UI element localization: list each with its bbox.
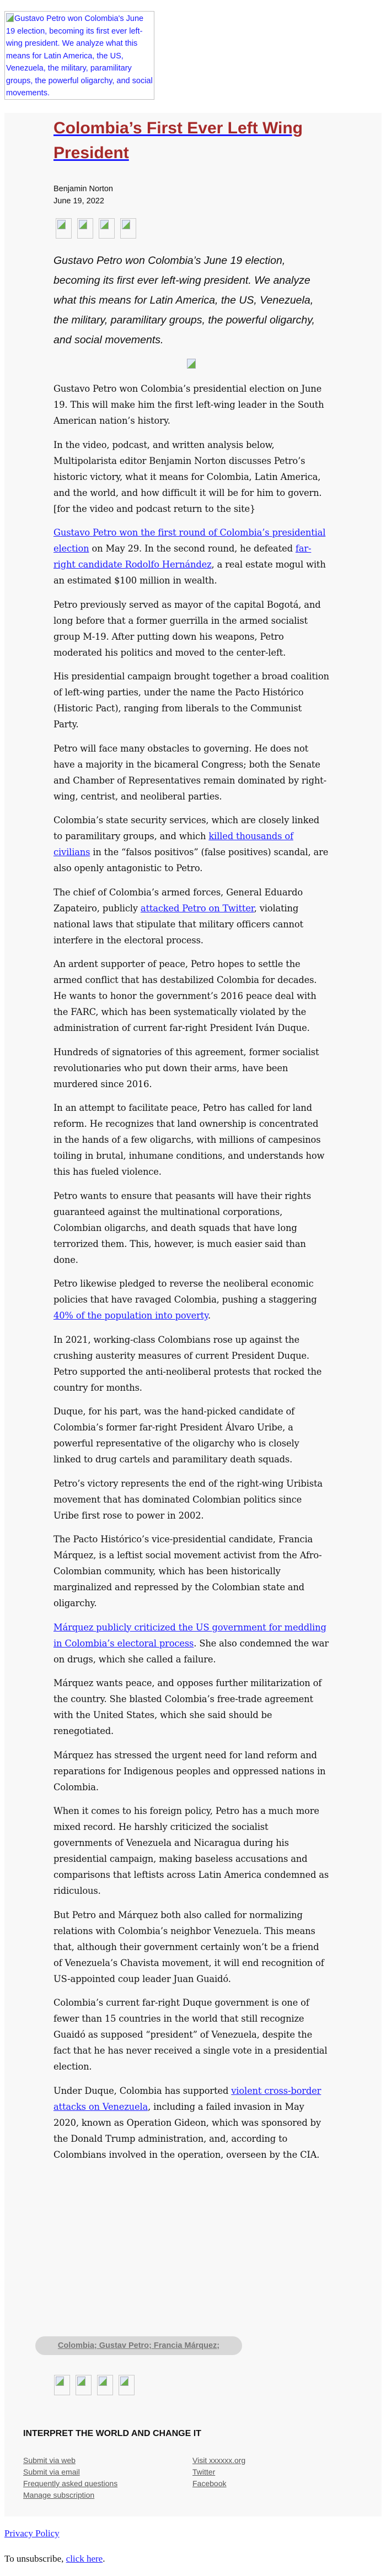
paragraph-text: The Pacto Histórico’s vice-presidential candidate, Francia Márquez, is a leftist social movement activist from the Afro-Colombian community, which has been historically marginalized and repressed by the Colombian state and oligarchy. [53,1534,322,1608]
article-paragraph [53,1675,329,1739]
inline-link[interactable]: violent cross-border attacks on Venezuela [53,2085,321,2112]
author: Benjamin Norton [53,185,113,193]
paragraph-text: Petro wants to ensure that peasants will have their rights guaranteed against the multinational corporations, Colombian oligarchs, and death squads that have long terrorized them. This, however, is much easier said than done. [53,1190,312,1265]
footer-links-right [192,2455,245,2489]
faq-link[interactable]: Frequently asked questions [23,2479,118,2488]
article-paragraph [53,741,329,804]
inline-link[interactable]: attacked Petro on Twitter [140,903,254,914]
paragraph-text: , including a failed invasion in May 2020, known as Operation Gideon, which was sponsored by the Donald Trump administration, and, according to Colombians involved in the operation, overseen by the CIA. [53,2101,321,2160]
paragraph-text: Petro will face many obstacles to governing. He does not have a majority in the bicameral Congress; both the Senate and Chamber of Representatives remain dominated by right-wing, centrist, and neoliberal parties. [53,743,326,802]
article-paragraph [53,884,329,948]
paragraph-text: Colombia’s current far-right Duque government is one of fewer than 15 countries in the world that still recognize Guaidó as supposed “president” of Venezuela, despite the fact that he has never received a single vote in a presidential election. [53,1997,328,2072]
submit-via-email-link[interactable]: Submit via email [23,2467,80,2476]
paragraph-text: Márquez has stressed the urgent need for land reform and reparations for Indigenous peoples and oppressed nations in Colombia. [53,1749,326,1792]
inline-link[interactable]: far-right candidate Rodolfo Hernández [53,543,312,570]
article-paragraph [53,597,329,661]
hero-image-broken[interactable] [4,11,154,100]
share-icon[interactable] [99,218,115,239]
broken-image-icon [187,359,196,369]
share-icons-bottom [52,2375,135,2395]
broken-image-icon [6,13,14,22]
article-paragraph [53,2083,329,2163]
article-image [53,359,329,381]
article-paragraph [53,1747,329,1795]
article-paragraph [53,956,329,1036]
paragraph-text: The chief of Colombia’s armed forces, General Eduardo Zapateiro, publicly [53,887,303,914]
paragraph-text: Petro likewise pledged to reverse the neoliberal economic policies that have ravaged Colombia, pushing a staggering [53,1278,317,1305]
article-paragraph [53,525,329,588]
paragraph-text: Petro’s victory represents the end of the right-wing Uribista movement that has dominated Colombian politics since Uribe first rose to power in 2002. [53,1478,323,1521]
paragraph-text: in the “falsos positivos” (false positives) scandal, are also openly antagonistic to Petro. [53,847,329,873]
paragraph-text: . [208,1310,211,1321]
byline [53,183,329,207]
inline-link[interactable]: 40% of the population into poverty [53,1310,208,1321]
facebook-link[interactable]: Facebook [192,2479,227,2488]
share-icons [53,218,329,239]
paragraph-text: . She also condemned the war on drugs, which she called a failure. [53,1638,329,1665]
article-paragraph [53,1995,329,2075]
article-paragraph [53,1332,329,1396]
article-paragraph [53,1907,329,1987]
article-paragraph [53,437,329,517]
share-icon[interactable] [76,2375,92,2395]
paragraph-text: Colombia’s state security services, which are closely linked to paramilitary groups, and which [53,815,320,841]
article-paragraph [53,668,329,732]
article-paragraph [53,1531,329,1611]
share-icon[interactable] [119,2375,135,2395]
share-icon[interactable] [77,218,93,239]
paragraph-text: In the video, podcast, and written analysis below, Multipolarista editor Benjamin Norton discusses Petro’s historic victory, what it means for Colombia, Latin America, and the world, and how difficult it will be for him to govern. [for the video and podcast return to the site} [53,439,322,514]
article-paragraph [53,1476,329,1524]
paragraph-text: on May 29. In the second round, he defeated [89,543,296,554]
article-paragraph [53,1044,329,1092]
article-paragraph [53,812,329,876]
share-icon[interactable] [54,2375,70,2395]
inline-link[interactable]: Gustavo Petro won the first round of Colombia’s presidential election [53,527,326,554]
submit-via-web-link[interactable]: Submit via web [23,2456,76,2465]
paragraph-text: , violating national laws that stipulate that military officers cannot interfere in the electoral process. [53,903,303,946]
article-paragraph [53,381,329,429]
paragraph-text: But Petro and Márquez both also called for normalizing relations with Colombia’s neighbor Venezuela. This means that, although their government certainly won’t be a friend of Venezuela’s Chavista movement, it will end recognition of US-appointed coup leader Juan Guaidó. [53,1909,324,1984]
paragraph-text: In an attempt to facilitate peace, Petro has called for land reform. He recognizes that land ownership is concentrated in the hands of a few oligarchs, with millions of campesinos toiling in brutal, inhumane conditions, and understands how this has fueled violence. [53,1103,325,1177]
paragraph-text: Petro previously served as mayor of the capital Bogotá, and long before that a former guerrilla in the armed socialist group M-19. After putting down his weapons, Petro moderated his politics and moved to the center-left. [53,599,321,658]
paragraph-text: Hundreds of signatories of this agreement, former socialist revolutionaries who put down their arms, have been murdered since 2016. [53,1046,319,1089]
share-icon[interactable] [120,218,136,239]
article-paragraph [53,1276,329,1324]
privacy-policy-link[interactable]: Privacy Policy [4,2528,60,2539]
article-title-link[interactable]: Colombia’s First Ever Left Wing President [53,119,303,162]
share-icon[interactable] [56,218,72,239]
inline-link[interactable]: Márquez publicly criticized the US government for meddling in Colombia’s electoral process [53,1622,326,1649]
article-summary: Gustavo Petro won Colombia’s June 19 election, becoming its first ever left-wing president. We analyze what this means for Latin America, the US, Venezuela, the military, paramilitary groups, the powerful oligarchy, and social movements. [53,255,315,346]
paragraph-text: When it comes to his foreign policy, Petro has a much more mixed record. He harshly criticized the socialist governments of Venezuela and Nicaragua during his presidential campaign, making baseless accusations and comparisons that leftists across Latin America condemned as ridiculous. [53,1806,329,1896]
manage-subscription-link[interactable]: Manage subscription [23,2491,95,2499]
footer-links-left [23,2455,117,2501]
article-paragraph [53,1403,329,1467]
paragraph-text: His presidential campaign brought together a broad coalition of left-wing parties, under the name the Pacto Histórico (Historic Pact), ranging from liberals to the Communist Party. [53,671,329,730]
article [53,116,329,2170]
paragraph-text: In 2021, working-class Colombians rose up against the crushing austerity measures of current President Duque. Petro supported the anti-neoliberal protests that rocked the country for months. [53,1334,322,1393]
hero-image-alt-text: Gustavo Petro won Colombia's June 19 election, becoming its first ever left-wing president. We analyze what this means for Latin America, the US, Venezuela, the military, paramilitary groups, the powerful oligarchy, and social movements. [6,14,153,98]
tags-link[interactable]: Colombia; Gustav Petro; Francia Márquez; [57,2341,220,2350]
visit-site-link[interactable]: Visit xxxxxx.org [192,2456,246,2465]
paragraph-text: Márquez wants peace, and opposes further militarization of the country. She blasted Colombia’s free-trade agreement with the United States, which she said should be renegotiated. [53,1678,322,1736]
footer-heading: INTERPRET THE WORLD AND CHANGE IT [23,2429,201,2438]
article-paragraph [53,1619,329,1667]
tags-pill [35,2336,242,2355]
article-body [53,381,329,2163]
unsubscribe-text: To unsubscribe, [4,2553,66,2564]
unsubscribe-suffix: . [103,2553,105,2564]
article-paragraph [53,1100,329,1180]
twitter-link[interactable]: Twitter [192,2467,216,2476]
paragraph-text: Under Duque, Colombia has supported [53,2085,232,2096]
paragraph-text: Duque, for his part, was the hand-picked candidate of Colombia’s former far-right President Álvaro Uribe, a powerful representative of the oligarchy who is closely linked to drug cartels and paramilitary death squads. [53,1406,299,1465]
inline-link[interactable]: killed thousands of civilians [53,831,293,857]
unsubscribe-line [4,2553,105,2564]
paragraph-text: An ardent supporter of peace, Petro hopes to settle the armed conflict that has destabilized Colombia for decades. He wants to honor the government’s 2016 peace deal with the FARC, which has been systematically violated by the administration of current far-right President Iván Duque. [53,959,317,1033]
article-paragraph [53,1188,329,1268]
unsubscribe-link[interactable]: click here [66,2553,103,2564]
share-icon[interactable] [97,2375,113,2395]
paragraph-text: Gustavo Petro won Colombia’s presidential election on June 19. This will make him the first left-wing leader in the South American nation’s history. [53,384,324,426]
date: June 19, 2022 [53,197,104,206]
paragraph-text: , a real estate mogul with an estimated $100 million in wealth. [53,559,326,586]
article-paragraph [53,1803,329,1899]
